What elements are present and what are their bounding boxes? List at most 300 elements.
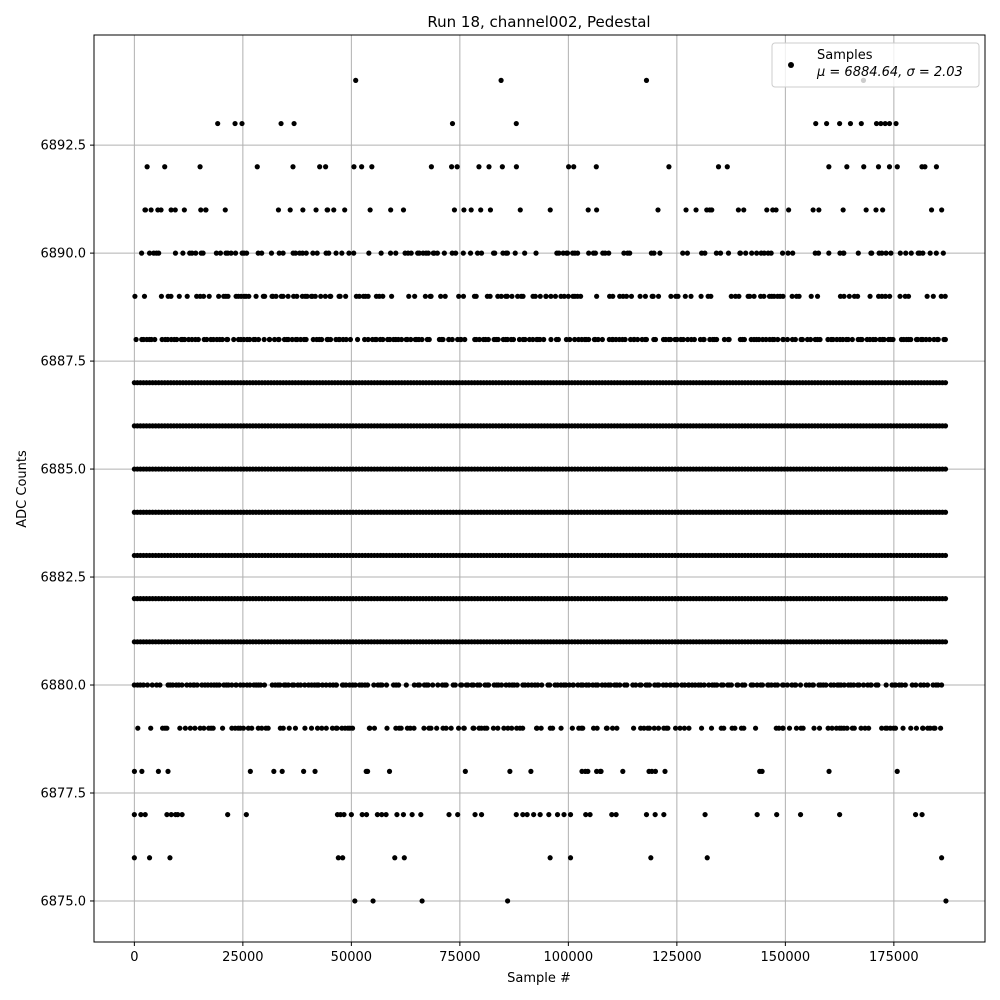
data-point [884,682,889,687]
data-point [164,726,169,731]
data-point [196,337,201,342]
data-point [207,294,212,299]
data-point [861,164,866,169]
data-point [442,251,447,256]
data-point [844,726,849,731]
data-point [920,726,925,731]
data-point [673,726,678,731]
data-point [887,121,892,126]
data-point [553,294,558,299]
data-point [158,207,163,212]
data-point [278,121,283,126]
data-point [769,251,774,256]
data-point [893,726,898,731]
data-point [476,164,481,169]
data-point [372,726,377,731]
data-point [287,726,292,731]
data-point [538,294,543,299]
data-point [511,337,516,342]
data-point [399,726,404,731]
data-point [396,682,401,687]
data-point [721,682,726,687]
data-point [936,337,941,342]
data-point [350,726,355,731]
y-tick-label: 6875.0 [40,894,86,910]
data-point [925,294,930,299]
data-point [698,294,703,299]
data-point [736,207,741,212]
data-point [883,251,888,256]
data-point [269,251,274,256]
data-point [895,769,900,774]
data-point [505,294,510,299]
data-point [824,121,829,126]
data-point [785,682,790,687]
data-point [753,726,758,731]
data-point [774,812,779,817]
data-point [837,812,842,817]
data-point [366,251,371,256]
data-point [471,726,476,731]
data-point [586,337,591,342]
data-point [301,769,306,774]
data-point [837,121,842,126]
data-point [693,207,698,212]
data-point [399,337,404,342]
data-point [688,294,693,299]
data-point [177,294,182,299]
data-point [149,207,154,212]
data-point [841,207,846,212]
data-point [198,207,203,212]
data-point [499,682,504,687]
x-tick-label: 75000 [439,950,481,965]
data-point [841,251,846,256]
data-point [132,812,137,817]
data-point [411,726,416,731]
data-point [434,726,439,731]
data-point [856,251,861,256]
data-point [848,121,853,126]
data-point [844,164,849,169]
data-point [334,682,339,687]
data-point [876,164,881,169]
data-point [811,207,816,212]
data-point [168,294,173,299]
data-point [732,726,737,731]
data-point [417,682,422,687]
data-point [216,294,221,299]
data-point [647,682,652,687]
data-point [233,251,238,256]
data-point [773,207,778,212]
data-point [816,251,821,256]
data-point [938,726,943,731]
data-point [365,682,370,687]
data-point [780,294,785,299]
data-point [348,337,353,342]
data-point [217,682,222,687]
y-tick-label: 6877.5 [40,786,86,802]
data-point [538,812,543,817]
data-point [353,78,358,83]
data-point [709,207,714,212]
data-point [393,251,398,256]
data-point [462,337,467,342]
data-point [934,164,939,169]
data-point [620,769,625,774]
data-point [680,251,685,256]
data-point [548,207,553,212]
data-point [780,726,785,731]
data-point [323,294,328,299]
data-point [335,726,340,731]
data-point [384,726,389,731]
data-point [156,251,161,256]
data-point [801,726,806,731]
data-point [478,207,483,212]
data-point [248,769,253,774]
data-point [273,294,278,299]
data-point [749,251,754,256]
data-point [486,164,491,169]
data-point [367,726,372,731]
y-tick-label: 6882.5 [40,570,86,586]
data-point [474,294,479,299]
data-point [922,164,927,169]
data-point [813,121,818,126]
legend [772,43,979,87]
data-point [509,294,514,299]
data-point [132,855,137,860]
data-point [159,294,164,299]
data-point [318,294,323,299]
data-point [617,682,622,687]
data-point [220,337,225,342]
data-point [798,682,803,687]
data-point [587,812,592,817]
data-point [500,164,505,169]
data-point [443,294,448,299]
data-point [309,726,314,731]
data-point [449,726,454,731]
data-point [180,251,185,256]
data-point [651,251,656,256]
data-point [331,207,336,212]
data-point [192,726,197,731]
data-point [147,855,152,860]
data-point [472,812,477,817]
data-point [142,294,147,299]
y-tick-label: 6885.0 [40,462,86,478]
data-point [461,207,466,212]
data-point [394,812,399,817]
data-point [435,251,440,256]
data-point [317,164,322,169]
data-point [352,898,357,903]
data-point [614,812,619,817]
data-point [239,121,244,126]
data-point [304,251,309,256]
data-point [193,251,198,256]
data-point [505,251,510,256]
data-point [135,726,140,731]
data-point [653,769,658,774]
data-point [379,682,384,687]
data-point [402,855,407,860]
data-point [754,251,759,256]
data-point [556,337,561,342]
data-point [365,769,370,774]
data-point [594,164,599,169]
data-point [341,812,346,817]
data-point [461,294,466,299]
data-point [218,251,223,256]
data-point [528,769,533,774]
data-point [931,294,936,299]
data-point [661,812,666,817]
data-point [786,207,791,212]
data-point [638,294,643,299]
data-point [817,726,822,731]
data-point [469,207,474,212]
data-point [798,812,803,817]
data-point [435,682,440,687]
data-point [699,726,704,731]
data-point [635,337,640,342]
data-point [380,337,385,342]
data-point [319,337,324,342]
data-point [444,726,449,731]
data-point [323,164,328,169]
data-point [888,251,893,256]
data-point [266,726,271,731]
data-point [228,251,233,256]
data-point [509,726,514,731]
data-point [420,898,425,903]
data-point [653,337,658,342]
data-point [543,294,548,299]
data-point [133,337,138,342]
data-point [456,726,461,731]
data-point [943,380,948,385]
data-point [651,294,656,299]
data-point [934,251,939,256]
data-point [492,251,497,256]
data-point [200,251,205,256]
data-point [418,812,423,817]
data-point [548,337,553,342]
data-point [328,337,333,342]
data-point [809,294,814,299]
data-point [342,207,347,212]
data-point [575,251,580,256]
data-point [867,294,872,299]
data-point [349,812,354,817]
data-point [566,294,571,299]
data-point [914,726,919,731]
data-point [162,164,167,169]
data-point [462,726,467,731]
data-point [656,294,661,299]
data-point [662,769,667,774]
data-point [594,294,599,299]
data-point [869,682,874,687]
data-point [665,726,670,731]
data-point [522,251,527,256]
data-point [808,337,813,342]
data-point [449,164,454,169]
data-point [606,251,611,256]
data-point [785,337,790,342]
data-point [477,682,482,687]
data-point [929,207,934,212]
data-point [800,337,805,342]
data-point [426,251,431,256]
data-point [685,251,690,256]
data-point [841,294,846,299]
data-point [453,251,458,256]
data-point [276,207,281,212]
data-point [409,251,414,256]
data-point [610,294,615,299]
data-point [656,726,661,731]
data-point [157,682,162,687]
data-point [156,769,161,774]
data-point [943,596,948,601]
data-point [686,726,691,731]
data-point [682,726,687,731]
data-point [220,726,225,731]
data-point [648,855,653,860]
data-point [513,251,518,256]
data-point [775,337,780,342]
data-point [174,337,179,342]
data-point [595,682,600,687]
data-point [568,812,573,817]
data-point [249,726,254,731]
data-point [729,682,734,687]
data-point [943,423,948,428]
data-point [281,726,286,731]
data-point [850,337,855,342]
data-point [644,812,649,817]
data-point [541,337,546,342]
data-point [180,812,185,817]
x-axis-label: Sample # [507,971,571,986]
data-point [244,251,249,256]
data-point [561,812,566,817]
data-point [338,294,343,299]
data-point [568,855,573,860]
data-point [790,251,795,256]
data-point [816,207,821,212]
data-point [623,337,628,342]
data-point [132,294,137,299]
data-point [383,812,388,817]
data-point [887,164,892,169]
data-point [585,769,590,774]
data-point [355,337,360,342]
data-point [426,682,431,687]
data-point [380,294,385,299]
data-point [211,726,216,731]
data-point [326,251,331,256]
data-point [515,682,520,687]
data-point [943,553,948,558]
chart-title: Run 18, channel002, Pedestal [427,13,651,31]
data-point [366,294,371,299]
data-point [215,121,220,126]
data-point [614,726,619,731]
data-point [855,294,860,299]
data-point [887,294,892,299]
data-point [459,682,464,687]
data-point [450,337,455,342]
data-point [152,337,157,342]
data-point [939,682,944,687]
data-point [505,898,510,903]
data-point [290,164,295,169]
data-point [452,207,457,212]
data-point [815,294,820,299]
data-point [286,294,291,299]
data-point [875,682,880,687]
data-point [428,726,433,731]
data-point [943,898,948,903]
data-point [702,812,707,817]
data-point [943,337,948,342]
data-point [484,726,489,731]
data-point [644,78,649,83]
legend-stats: μ = 6884.64, σ = 2.03 [817,65,963,80]
data-point [148,726,153,731]
data-point [384,682,389,687]
x-tick-label: 100000 [543,950,594,965]
data-point [498,78,503,83]
data-point [631,726,636,731]
data-point [531,812,536,817]
data-point [908,726,913,731]
data-point [225,812,230,817]
data-point [790,294,795,299]
data-point [346,251,351,256]
data-point [256,337,261,342]
data-point [533,251,538,256]
data-point [741,726,746,731]
data-point [369,164,374,169]
data-point [231,337,236,342]
data-point [643,294,648,299]
data-point [701,337,706,342]
data-point [271,769,276,774]
data-point [903,251,908,256]
x-tick-label: 0 [130,950,139,965]
data-point [488,207,493,212]
data-point [598,769,603,774]
data-point [683,294,688,299]
data-point [145,164,150,169]
data-point [167,855,172,860]
data-point [291,121,296,126]
data-point [702,251,707,256]
data-point [300,207,305,212]
data-point [546,812,551,817]
data-point [702,682,707,687]
y-tick-label: 6880.0 [40,678,86,694]
data-point [143,812,148,817]
data-point [520,294,525,299]
